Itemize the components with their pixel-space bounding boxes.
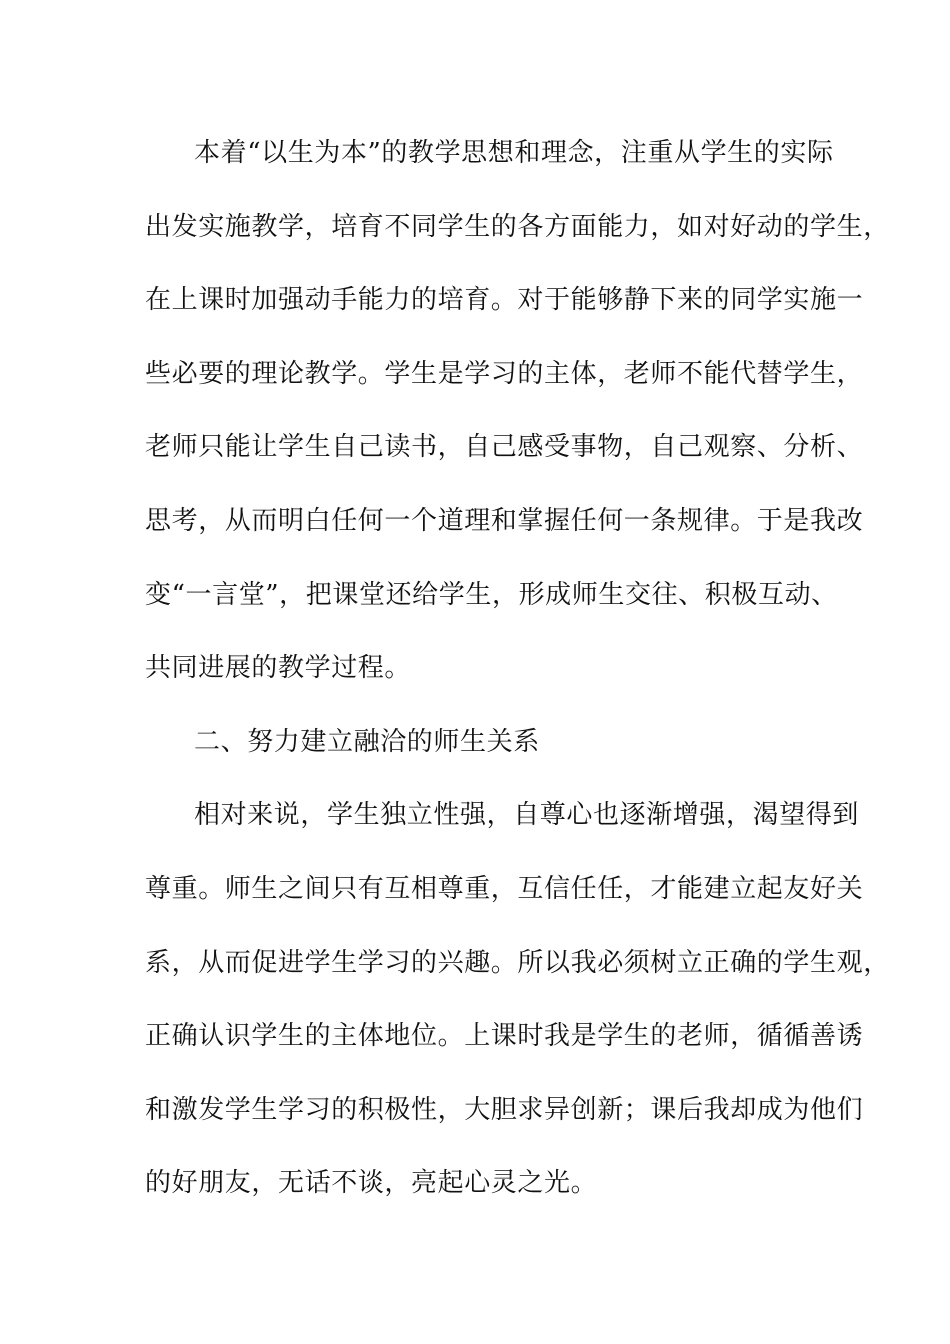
paragraph-1-line-3: 在上课时加强动手能力的培育。对于能够静下来的同学实施一 — [145, 285, 864, 316]
paragraph-1-line-5: 老师只能让学生自己读书，自己感受事物，自己观察、分析、 — [145, 432, 864, 463]
paragraph-1-line-8: 共同进展的教学过程。 — [145, 653, 412, 684]
paragraph-2-line-5: 和激发学生学习的积极性，大胆求异创新；课后我却成为他们 — [145, 1094, 864, 1125]
paragraph-2-line-6: 的好朋友，无话不谈，亮起心灵之光。 — [145, 1168, 598, 1199]
body-text — [145, 128, 890, 1232]
paragraph-1-line-7: 变“一言堂”，把课堂还给学生，形成师生交往、积极互动、 — [145, 579, 838, 610]
paragraph-1-line-1: 本着“以生为本”的教学思想和理念，注重从学生的实际 — [194, 138, 834, 168]
paragraph-2-line-1: 相对来说，学生独立性强，自尊心也逐渐增强，渴望得到 — [194, 800, 860, 831]
section-heading: 二、努力建立融洽的师生关系 — [194, 726, 540, 757]
paragraph-1-line-4: 些必要的理论教学。学生是学习的主体，老师不能代替学生， — [145, 358, 864, 389]
paragraph-1-line-2: 出发实施教学，培育不同学生的各方面能力，如对好动的学生， — [145, 211, 890, 242]
paragraph-2-line-2: 尊重。师生之间只有互相尊重，互信任任，才能建立起友好关 — [145, 873, 864, 904]
paragraph-2-line-3: 系，从而促进学生学习的兴趣。所以我必须树立正确的学生观， — [145, 947, 890, 978]
paragraph-2-line-4: 正确认识学生的主体地位。上课时我是学生的老师，循循善诱 — [145, 1021, 864, 1052]
paragraph-1-line-6: 思考，从而明白任何一个道理和掌握任何一条规律。于是我改 — [145, 505, 864, 536]
